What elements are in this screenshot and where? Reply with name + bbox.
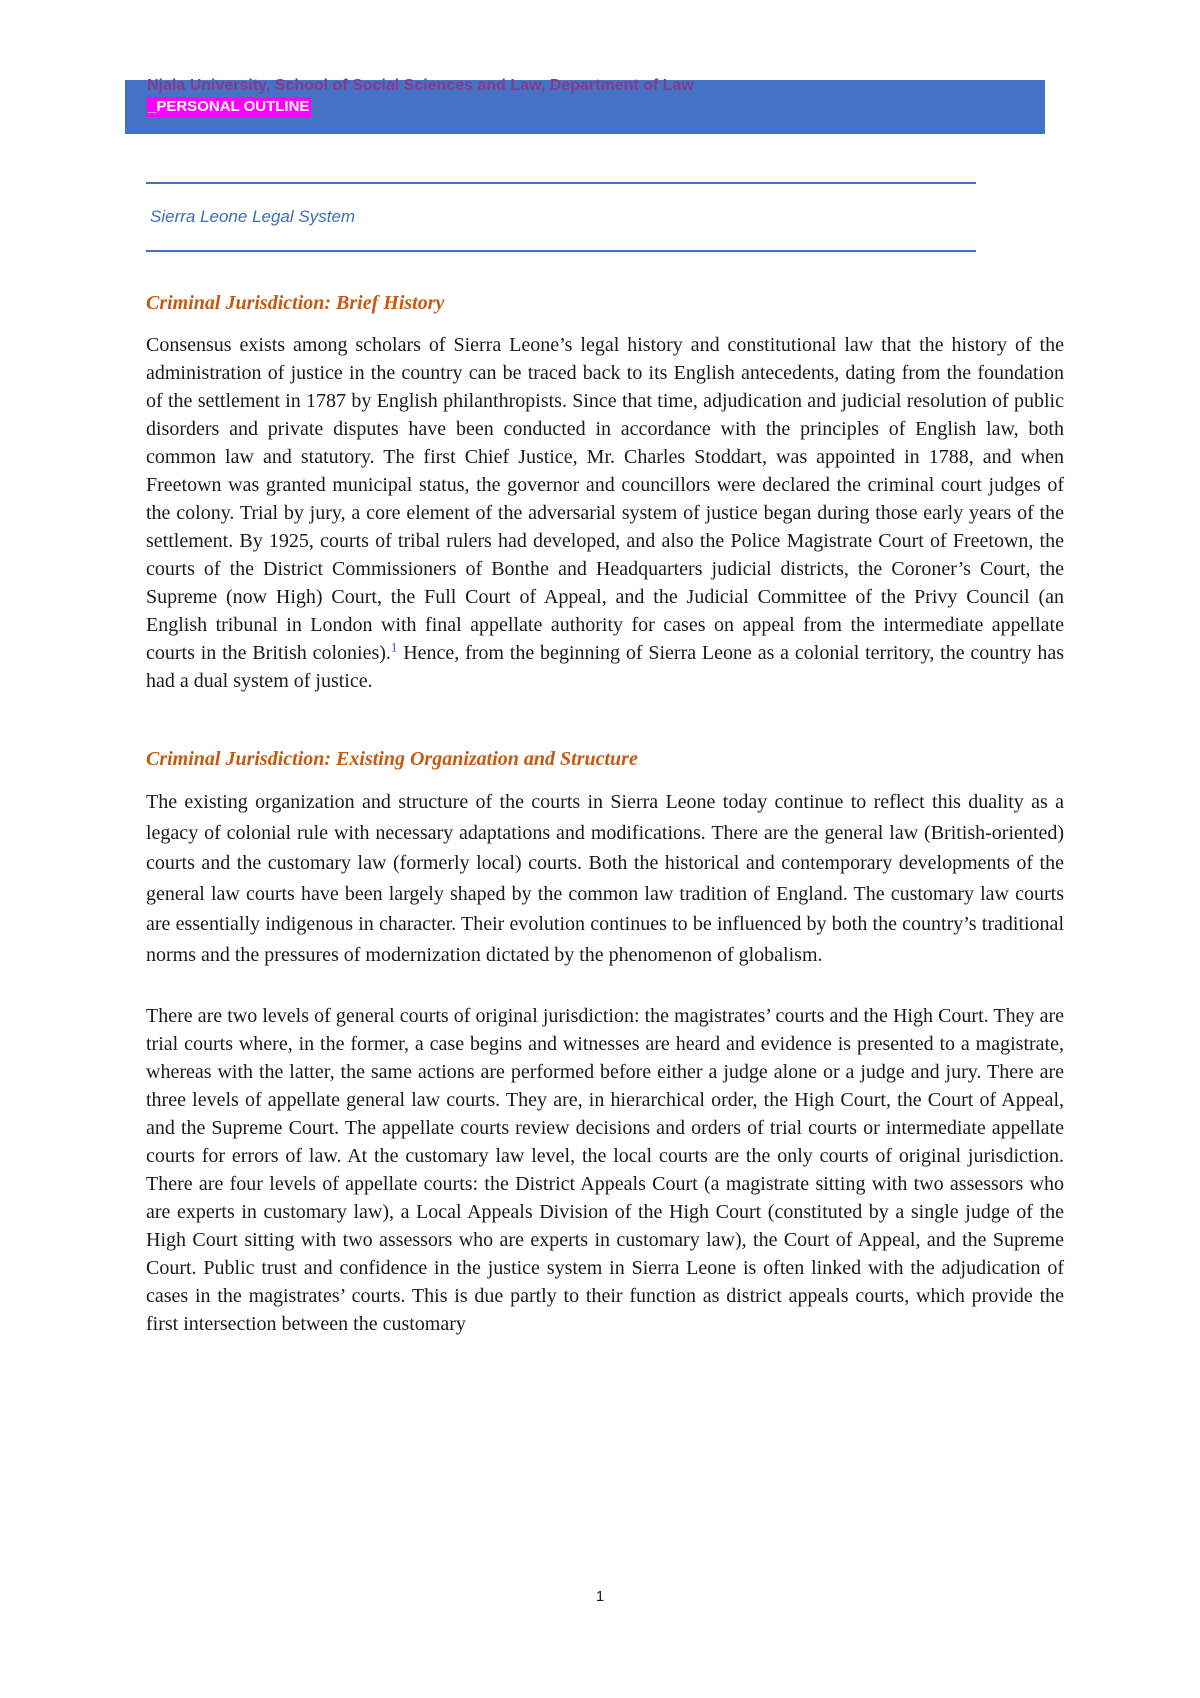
header-outline-label: _PERSONAL OUTLINE <box>148 98 310 115</box>
header-institution-text: Njala University, School of Social Sciences and Law, Department of Law <box>147 77 694 94</box>
section-heading-brief-history: Criminal Jurisdiction: Brief History <box>146 292 445 314</box>
paragraph-text: Consensus exists among scholars of Sierra Leone’s legal history and constitutional law that the history of the administration of justice in the country can be traced back to its English antecedents, dating from the foundation of the settlement in 1787 by English philanthropists. Since that time, adjudication and judicial resolution of public disorders and private disputes have been conducted in accordance with the principles of English law, both common law and statutory. The first Chief Justice, Mr. Charles Stoddart, was appointed in 1788, and when Freetown was granted municipal status, the governor and councillors were declared the criminal court judges of the colony. Trial by jury, a core element of the adversarial system of justice began during those early years of the settlement. By 1925, courts of tribal rulers had developed, and also the Police Magistrate Court of Freetown, the courts of the District Commissioners of Bonthe and Headquarters judicial districts, the Coroner’s Court, the Supreme (now High) Court, the Full Court of Appeal, and the Judicial Committee of the Privy Council (an English tribunal in London with final appellate authority for cases on appeal from the intermediate appellate courts in the British colonies). <box>146 334 1064 664</box>
paragraph-court-levels: There are two levels of general courts of original jurisdiction: the magistrates’ courts and the High Court. They are trial courts where, in the former, a case begins and witnesses are heard and evidence is presented to a magistrate, whereas with the latter, the same actions are performed before either a judge alone or a judge and jury. There are three levels of appellate general law courts. They are, in hierarchical order, the High Court, the Court of Appeal, and the Supreme Court. The appellate courts review decisions and orders of trial courts or intermediate appellate courts for errors of law. At the customary law level, the local courts are the only courts of original jurisdiction. There are four levels of appellate courts: the District Appeals Court (a magistrate sitting with two assessors who are experts in customary law), a Local Appeals Division of the High Court (constituted by a single judge of the High Court sitting with two assessors who are experts in customary law), the Court of Appeal, and the Supreme Court. Public trust and confidence in the justice system in Sierra Leone is often linked with the adjudication of cases in the magistrates’ courts. This is due partly to their function as district appeals courts, which provide the first intersection between the customary <box>146 1005 1064 1335</box>
footnote-marker[interactable]: 1 <box>390 639 398 655</box>
subtitle-bottom-rule <box>146 250 976 252</box>
section-heading-existing-organization: Criminal Jurisdiction: Existing Organization and Structure <box>146 748 638 770</box>
document-body <box>146 289 1064 1338</box>
document-subtitle: Sierra Leone Legal System <box>150 207 356 226</box>
paragraph-existing-organization: The existing organization and structure of the courts in Sierra Leone today continue to reflect this duality as a legacy of colonial rule with necessary adaptations and modifications. There are the general law (British-oriented) courts and the customary law (formerly local) courts. Both the historical and contemporary developments of the general law courts have been largely shaped by the common law tradition of England. The customary law courts are essentially indigenous in character. Their evolution continues to be influenced by both the country’s traditional norms and the pressures of modernization dictated by the phenomenon of globalism. <box>146 791 1064 966</box>
subtitle-top-rule <box>146 182 976 184</box>
page-number: 1 <box>595 1588 605 1605</box>
paragraph-text: Hence, from the beginning of Sierra Leone as a colonial territory, the country has had a dual system of justice. <box>146 642 1064 692</box>
paragraph-brief-history <box>146 331 1064 695</box>
